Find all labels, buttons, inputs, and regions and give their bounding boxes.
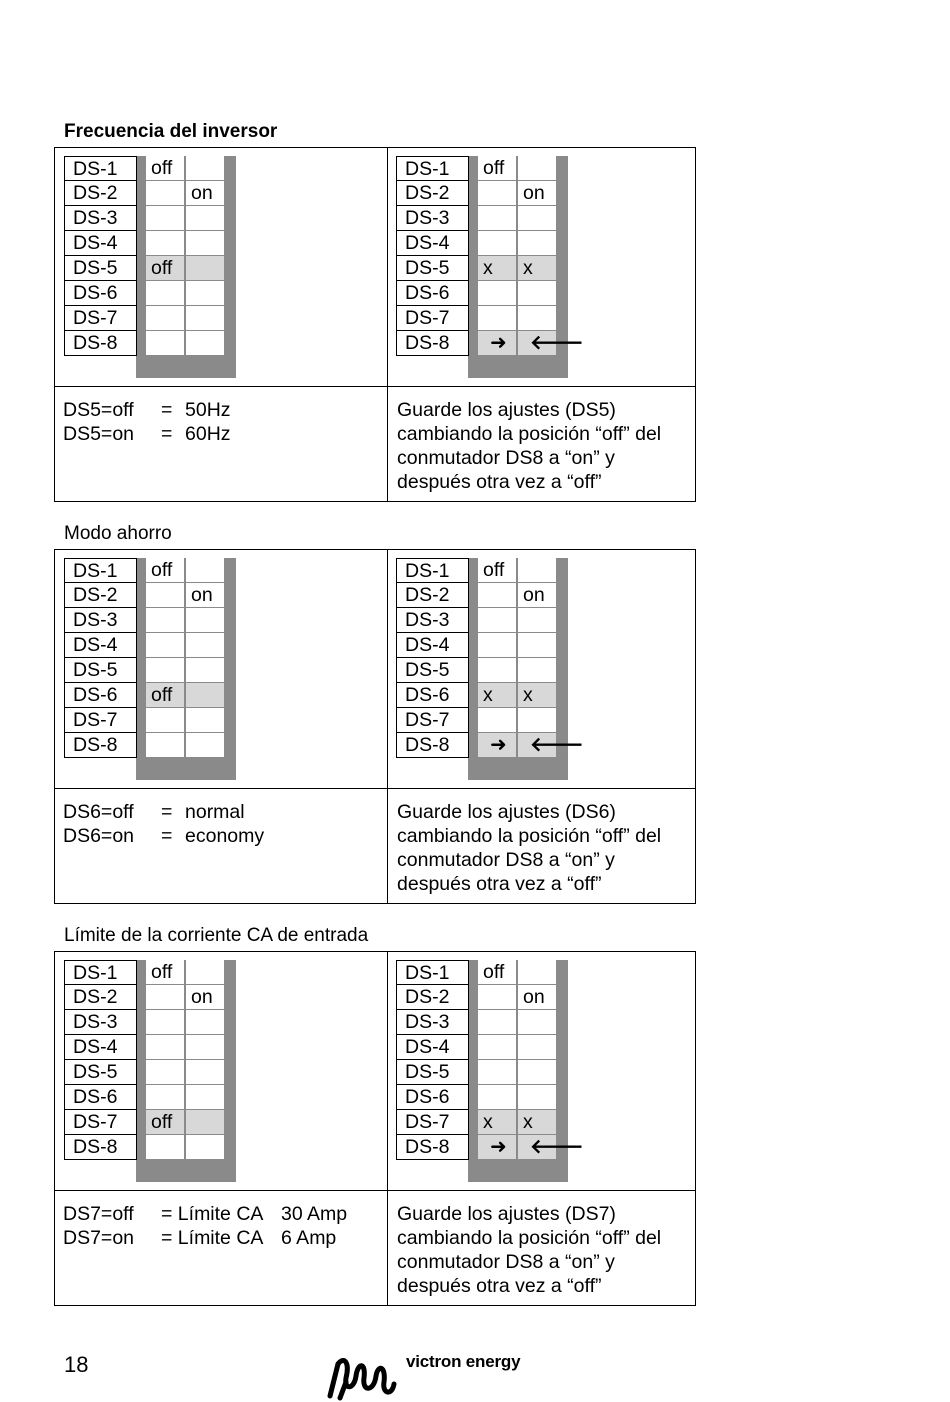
switch-position-off: off [146, 683, 184, 708]
switch-label: DS-4 [64, 1035, 137, 1060]
save-instructions: Guarde los ajustes (DS5) cambiando la posición “off” del conmutador DS8 a “on” y después otra vez a “off” [397, 399, 662, 493]
switch-label: DS-4 [396, 1035, 469, 1060]
row-divider [55, 386, 695, 387]
switch-position-off [478, 1060, 516, 1085]
switch-position-on [186, 733, 224, 758]
switch-position-on [518, 608, 556, 633]
switch-position-on [518, 1010, 556, 1035]
setting-description-line [63, 422, 231, 446]
switch-position-on: x [518, 683, 556, 708]
column-divider [387, 952, 388, 1305]
switch-position-on [518, 281, 556, 306]
setting-equals: = Límite CA [161, 1227, 264, 1249]
switch-position-off [146, 985, 184, 1010]
setting-value: normal [185, 801, 245, 823]
switch-position-off [146, 306, 184, 331]
switch-position-on [518, 708, 556, 733]
switch-position-off [146, 1035, 184, 1060]
switch-position-off [478, 658, 516, 683]
switch-label: DS-7 [64, 306, 137, 331]
switch-position-on [186, 1035, 224, 1060]
switch-position-on [518, 658, 556, 683]
switch-position-off: off [478, 558, 516, 583]
switch-position-off [146, 331, 184, 356]
switch-position-off: ➜ [478, 1135, 516, 1160]
switch-label: DS-7 [64, 708, 137, 733]
switch-position-off [478, 708, 516, 733]
switch-label: DS-6 [64, 281, 137, 306]
save-instructions: Guarde los ajustes (DS6) cambiando la posición “off” del conmutador DS8 a “on” y después otra vez a “off” [397, 801, 662, 895]
switch-label: DS-1 [396, 156, 469, 181]
switch-position-on [186, 1060, 224, 1085]
switch-label: DS-6 [396, 1085, 469, 1110]
switch-position-off [478, 1035, 516, 1060]
switch-label: DS-3 [64, 206, 137, 231]
switch-position-on [518, 206, 556, 231]
switch-position-on [186, 256, 224, 281]
switch-label: DS-7 [396, 1110, 469, 1135]
switch-label: DS-7 [396, 306, 469, 331]
switch-position-on [186, 156, 224, 181]
switch-position-off: off [478, 960, 516, 985]
setting-equals: = [161, 423, 173, 445]
switch-position-on [186, 1110, 224, 1135]
switch-label: DS-8 [396, 733, 469, 758]
switch-position-off [146, 206, 184, 231]
switch-label: DS-2 [64, 181, 137, 206]
switch-label: DS-8 [64, 733, 137, 758]
switch-position-off [478, 231, 516, 256]
setting-value: economy [185, 825, 265, 847]
switch-label: DS-1 [396, 960, 469, 985]
section-title: Frecuencia del inversor [64, 121, 278, 142]
switch-position-on [186, 608, 224, 633]
setting-key: DS5=off [63, 399, 134, 421]
switch-position-on [186, 1135, 224, 1160]
switch-position-on [186, 331, 224, 356]
switch-position-on [186, 960, 224, 985]
setting-value: 50Hz [185, 399, 231, 421]
section-title: Modo ahorro [64, 523, 172, 544]
switch-position-on [518, 633, 556, 658]
setting-description-line [63, 800, 245, 824]
setting-key: DS7=on [63, 1227, 135, 1249]
switch-position-on [518, 231, 556, 256]
right-dip-switch-diagram [396, 156, 584, 378]
brand-name: victron energy [406, 1352, 521, 1371]
setting-value: 30 Amp [281, 1203, 348, 1225]
switch-label: DS-5 [64, 1060, 137, 1085]
switch-position-off [146, 633, 184, 658]
switch-position-on [518, 1035, 556, 1060]
switch-label: DS-5 [396, 658, 469, 683]
switch-position-on: 🡐 [518, 1135, 556, 1160]
switch-label: DS-3 [396, 206, 469, 231]
setting-equals: = [161, 399, 173, 421]
switch-position-off [146, 658, 184, 683]
switch-position-off [478, 583, 516, 608]
switch-label: DS-6 [396, 683, 469, 708]
switch-label: DS-6 [396, 281, 469, 306]
setting-description-line [63, 1226, 337, 1250]
switch-position-on [186, 633, 224, 658]
setting-equals: = [161, 825, 173, 847]
switch-position-on: on [518, 181, 556, 206]
left-dip-switch-diagram [64, 558, 236, 780]
switch-position-on [518, 960, 556, 985]
switch-position-on [186, 658, 224, 683]
switch-position-on: x [518, 256, 556, 281]
switch-position-on: on [518, 583, 556, 608]
setting-key: DS6=off [63, 801, 134, 823]
switch-label: DS-4 [396, 633, 469, 658]
switch-label: DS-3 [64, 608, 137, 633]
switch-label: DS-8 [396, 331, 469, 356]
switch-position-on: on [186, 985, 224, 1010]
switch-label: DS-1 [64, 156, 137, 181]
switch-label: DS-5 [64, 658, 137, 683]
settings-table [54, 549, 696, 904]
switch-position-on [186, 558, 224, 583]
switch-position-off: x [478, 256, 516, 281]
switch-position-off [478, 1010, 516, 1035]
switch-label: DS-2 [64, 985, 137, 1010]
column-divider [387, 550, 388, 903]
page-number: 18 [64, 1352, 89, 1377]
row-divider [55, 788, 695, 789]
switch-label: DS-6 [64, 683, 137, 708]
setting-key: DS5=on [63, 423, 135, 445]
switch-position-on: x [518, 1110, 556, 1135]
switch-position-on [518, 1085, 556, 1110]
setting-value: 6 Amp [281, 1227, 337, 1249]
switch-position-on: on [518, 985, 556, 1010]
switch-label: DS-5 [396, 256, 469, 281]
switch-label: DS-1 [64, 960, 137, 985]
switch-position-off: ➜ [478, 733, 516, 758]
switch-position-off: x [478, 683, 516, 708]
setting-key: DS7=off [63, 1203, 134, 1225]
switch-label: DS-3 [64, 1010, 137, 1035]
column-divider [387, 148, 388, 501]
switch-position-on [518, 306, 556, 331]
right-dip-switch-diagram [396, 960, 584, 1182]
switch-label: DS-8 [396, 1135, 469, 1160]
setting-description-line [63, 1202, 348, 1226]
switch-position-on [186, 306, 224, 331]
switch-position-off [146, 583, 184, 608]
switch-label: DS-2 [396, 985, 469, 1010]
switch-label: DS-4 [396, 231, 469, 256]
switch-position-off [478, 633, 516, 658]
left-dip-switch-diagram [64, 156, 236, 378]
switch-position-off [146, 181, 184, 206]
switch-label: DS-1 [396, 558, 469, 583]
switch-position-off [478, 181, 516, 206]
switch-position-off [478, 206, 516, 231]
left-dip-switch-diagram [64, 960, 236, 1182]
switch-label: DS-1 [64, 558, 137, 583]
setting-value: 60Hz [185, 423, 231, 445]
switch-position-on [186, 683, 224, 708]
victron-logo-icon [326, 1352, 398, 1402]
setting-description-line [63, 398, 231, 422]
switch-position-off [478, 306, 516, 331]
switch-position-off [478, 985, 516, 1010]
switch-position-off: off [478, 156, 516, 181]
switch-label: DS-2 [396, 181, 469, 206]
switch-position-off: ➜ [478, 331, 516, 356]
switch-position-off: x [478, 1110, 516, 1135]
switch-position-off [478, 281, 516, 306]
section-title: Límite de la corriente CA de entrada [64, 925, 369, 946]
switch-label: DS-2 [396, 583, 469, 608]
switch-position-off [478, 608, 516, 633]
settings-table [54, 147, 696, 502]
settings-table [54, 951, 696, 1306]
switch-label: DS-4 [64, 633, 137, 658]
switch-label: DS-8 [64, 1135, 137, 1160]
switch-label: DS-6 [64, 1085, 137, 1110]
switch-position-off [146, 1085, 184, 1110]
switch-label: DS-3 [396, 1010, 469, 1035]
switch-position-off [478, 1085, 516, 1110]
setting-equals: = [161, 801, 173, 823]
switch-position-off: off [146, 156, 184, 181]
switch-position-on [186, 708, 224, 733]
switch-label: DS-5 [64, 256, 137, 281]
switch-position-off: off [146, 256, 184, 281]
switch-position-on [186, 281, 224, 306]
switch-position-on [518, 558, 556, 583]
switch-label: DS-8 [64, 331, 137, 356]
switch-position-off [146, 608, 184, 633]
switch-position-off [146, 281, 184, 306]
setting-description-line [63, 824, 265, 848]
save-instructions: Guarde los ajustes (DS7) cambiando la posición “off” del conmutador DS8 a “on” y después otra vez a “off” [397, 1203, 662, 1297]
switch-position-off [146, 1060, 184, 1085]
switch-position-off [146, 231, 184, 256]
switch-position-off [146, 733, 184, 758]
right-dip-switch-diagram [396, 558, 584, 780]
switch-position-off [146, 708, 184, 733]
switch-position-on [186, 231, 224, 256]
switch-label: DS-3 [396, 608, 469, 633]
switch-position-on [186, 1085, 224, 1110]
switch-position-off: off [146, 558, 184, 583]
switch-position-on [186, 206, 224, 231]
setting-key: DS6=on [63, 825, 135, 847]
switch-position-off [146, 1010, 184, 1035]
switch-position-on: on [186, 583, 224, 608]
switch-position-on [518, 1060, 556, 1085]
switch-position-off: off [146, 1110, 184, 1135]
switch-position-on: 🡐 [518, 331, 556, 356]
switch-position-on: 🡐 [518, 733, 556, 758]
switch-position-on: on [186, 181, 224, 206]
switch-position-on [186, 1010, 224, 1035]
switch-label: DS-4 [64, 231, 137, 256]
switch-position-off [146, 1135, 184, 1160]
switch-label: DS-7 [64, 1110, 137, 1135]
switch-label: DS-2 [64, 583, 137, 608]
setting-equals: = Límite CA [161, 1203, 264, 1225]
switch-label: DS-5 [396, 1060, 469, 1085]
row-divider [55, 1190, 695, 1191]
switch-label: DS-7 [396, 708, 469, 733]
switch-position-on [518, 156, 556, 181]
switch-position-off: off [146, 960, 184, 985]
